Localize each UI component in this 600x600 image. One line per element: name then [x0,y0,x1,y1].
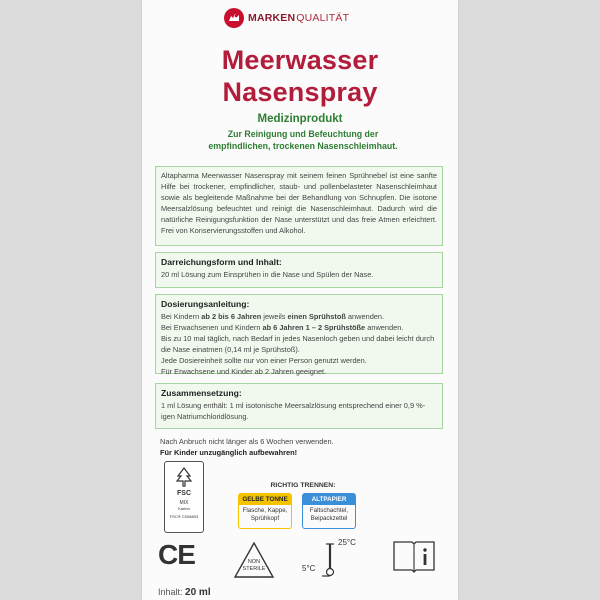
fsc-tree-icon [173,466,195,488]
non-sterile-line2: STERILE [242,566,266,572]
composition-text: 1 ml Lösung enthält: 1 ml isotonische Meersalzlösung entsprechend einer 0,9 %-igen Natriumchloridlösung. [161,401,426,421]
instructions-line-4: Jede Dosiereinheit sollte nur von einer Person genutzt werden. [161,356,367,365]
product-title-line2: Nasenspray [222,77,378,107]
dosage-form-heading: Darreichungsform und Inhalt: [161,257,282,267]
text-span: Bei Kindern [161,312,202,321]
children-warning: Für Kinder unzugänglich aufbewahren! [160,448,298,457]
dose-bold: ab 6 Jahren 1 – 2 Sprühstöße [262,323,366,332]
text-span: Bei Erwachsenen und Kindern [161,323,263,332]
product-description [172,129,434,152]
description-line: empfindlichen, trockenen Nasenschleimhaut. [208,140,398,151]
composition-heading: Zusammensetzung: [161,388,242,398]
text-span: anwenden. [365,323,404,332]
fsc-code: FSC® C008803 [169,514,199,519]
bin-item: Flasche, Kappe, [242,507,288,514]
bin-item: Beipackzettel [310,515,348,522]
fsc-label: FSC [177,490,191,497]
fsc-sub: Karton [178,506,190,511]
content-volume [158,587,211,598]
temp-min: 5°C [302,564,316,573]
non-sterile-line1: NON [247,559,261,565]
yellow-bin-items [239,505,291,523]
yellow-bin-badge [238,493,292,529]
book-info-icon [392,539,436,573]
content-value: 20 ml [185,587,211,598]
product-title-line1: Meerwasser [221,45,379,75]
yellow-bin-label: GELBE TONNE [239,494,291,505]
bin-item: Faltschachtel, [309,507,349,514]
paper-bin-label: ALTPAPIER [303,494,355,505]
bin-item: Sprühkopf [250,515,280,522]
brand-name-bold: MARKEN [248,12,296,24]
lion-icon [224,8,244,28]
instructions-line-5: Für Erwachsene und Kinder ab 2 Jahren geeignet. [161,367,327,376]
brand-name-light: QUALITÄT [296,12,350,24]
temperature-symbol [300,536,370,584]
temp-max: 25°C [338,538,356,547]
dosage-form-panel [155,252,443,288]
intro-text: Altapharma Meerwasser Nasenspray mit seinem feinen Sprühnebel ist eine sanfte Hilfe bei trockener, empfindlicher, staub- und pollenbelasteter Nasenschleimhaut sowie als begleitende Maßnahme bei der Behandlung von Schnupfen. Die isotone Meersalzlösung befeuchtet und reinigt die Nasenschleimhaut. Dadurch wird die natürliche Reinigungsfunktion der Nase unterstützt und das freie Atmen erleichtert. Frei von Konservierungsstoffen und Alkohol. [161,171,437,235]
paper-bin-badge [302,493,356,529]
intro-panel [155,166,443,246]
instructions-heading: Dosierungsanleitung: [161,299,250,309]
thermometer-icon [300,536,370,584]
package-panel [142,0,458,600]
product-category: Medizinprodukt [257,113,343,125]
instructions-book-symbol [392,539,436,573]
instructions-panel [155,294,443,374]
description-line: Zur Reinigung und Befeuchtung der [227,129,379,139]
composition-panel [155,383,443,429]
paper-bin-items [303,505,355,523]
fsc-mix: MIX [179,500,189,506]
dose-bold: einen Sprühstoß [287,312,346,321]
instructions-line-3: Bis zu 10 mal täglich, nach Bedarf in jedes Nasenloch geben und dabei leicht durch die Nase einatmen (0,14 ml je Sprühstoß). [161,334,435,354]
brand-logo [224,7,374,29]
ce-mark: CE [158,539,195,570]
recycling-title: RICHTIG TRENNEN: [270,482,336,489]
age-range-bold: ab 2 bis 6 Jahren [201,312,262,321]
content-label: Inhalt: [158,587,186,597]
non-sterile-symbol [232,540,276,580]
dosage-form-text: 20 ml Lösung zum Einsprühen in die Nase und Spülen der Nase. [161,270,374,279]
after-opening-note: Nach Anbruch nicht länger als 6 Wochen verwenden. [160,437,334,446]
text-span: anwenden. [345,312,385,321]
instructions-line-2 [161,322,437,333]
fsc-logo [164,461,204,533]
instructions-line-1 [161,311,437,322]
text-span: jeweils [261,312,288,321]
